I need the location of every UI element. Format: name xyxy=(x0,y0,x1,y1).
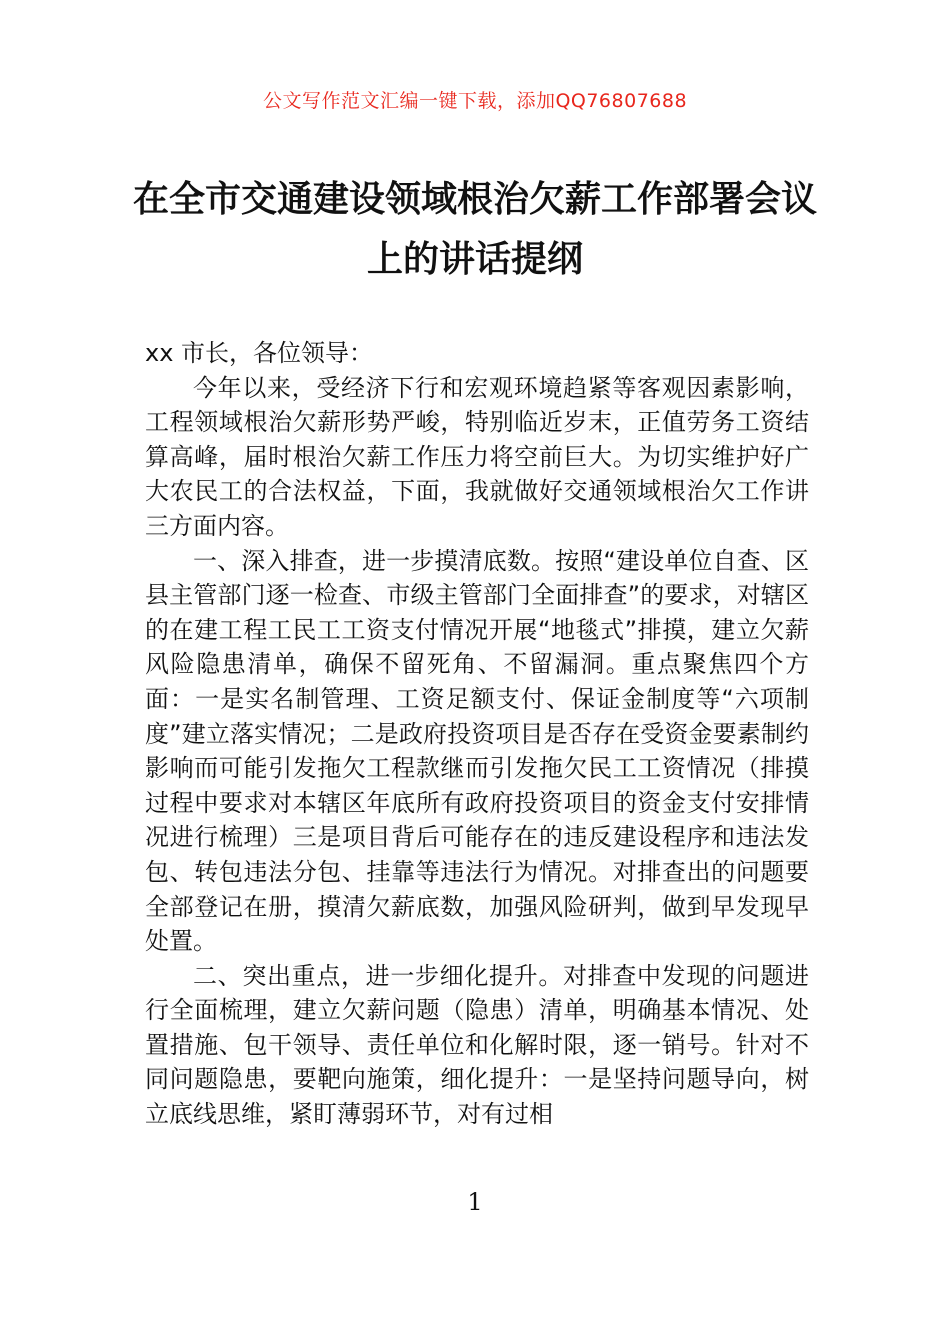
paragraph-intro: 今年以来，受经济下行和宏观环境趋紧等客观因素影响，工程领域根治欠薪形势严峻，特别临近岁末，正值劳务工资结算高峰，届时根治欠薪工作压力将空前巨大。为切实维护好广大农民工的合法权益，下面，我就做好交通领域根治欠工作讲三方面内容。 xyxy=(145,373,809,540)
paragraph-section-two: 二、突出重点，进一步细化提升。对排查中发现的问题进行全面梳理，建立欠薪问题（隐患）清单，明确基本情况、处置措施、包干领导、责任单位和化解时限，逐一销号。针对不同问题隐患，要靶向施策，细化提升：一是坚持问题导向，树立底线思维，紧盯薄弱环节，对有过相 xyxy=(145,961,809,1129)
paragraph-section-one: 一、深入排查，进一步摸清底数。按照“建设单位自查、区县主管部门逐一检查、市级主管部门全面排查”的要求，对辖区的在建工程工民工工资支付情况开展“地毯式”排摸，建立欠薪风险隐患清单，确保不留死角、不留漏洞。重点聚焦四个方面：一是实名制管理、工资足额支付、保证金制度等“六项制度”建立落实情况；二是政府投资项目是否存在受资金要素制约影响而可能引发拖欠工程款继而引发拖欠民工工资情况（排摸过程中要求对本辖区年底所有政府投资项目的资金支付安排情况进行梳理）三是项目背后可能存在的违反建设程序和违法发包、转包违法分包、挂靠等违法行为情况。对排查出的问题要全部登记在册，摸清欠薪底数，加强风险研判，做到早发现早处置。 xyxy=(145,546,809,956)
salutation: xx 市长，各位领导： xyxy=(145,339,374,367)
promo-header: 公文写作范文汇编一键下载，添加QQ76807688 xyxy=(262,90,688,112)
document-title: 在全市交通建设领域根治欠薪工作部署会议上的讲话提纲 xyxy=(132,179,817,280)
page-number: 1 xyxy=(467,1188,483,1216)
document-body xyxy=(145,336,809,1132)
